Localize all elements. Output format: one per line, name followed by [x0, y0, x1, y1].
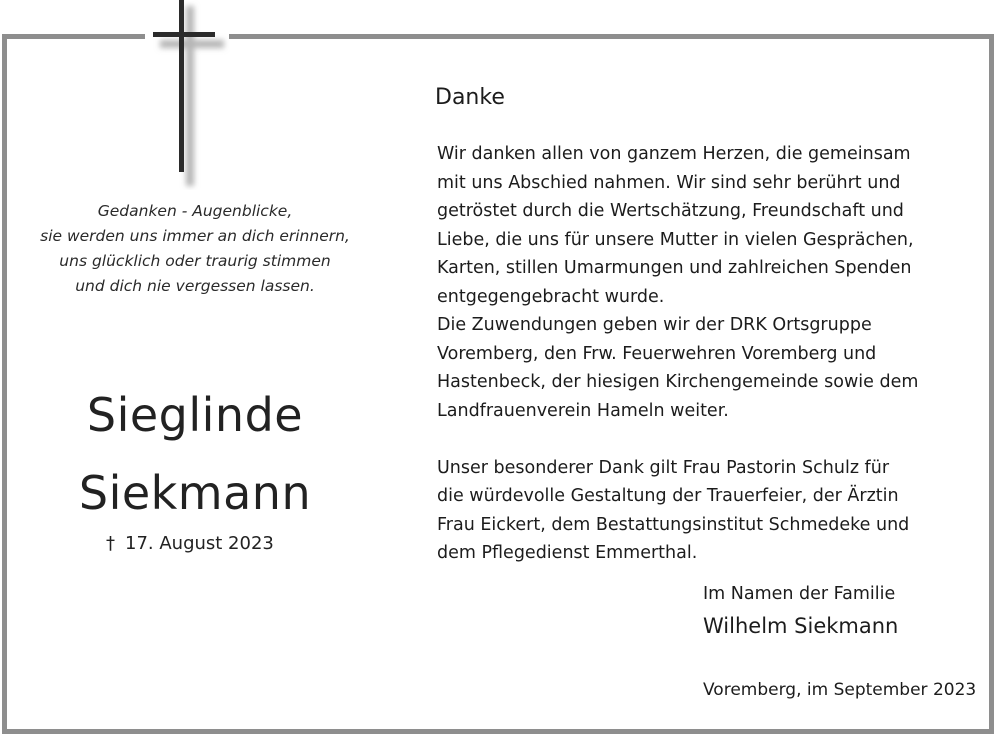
deceased-last-name: Siekmann [78, 466, 312, 520]
deceased-first-name: Sieglinde [86, 388, 304, 442]
death-date: 17. August 2023 [125, 533, 274, 554]
body-line: Landfrauenverein Hameln weiter. [437, 400, 729, 421]
body-line: Frau Eickert, dem Bestattungsinstitut Schmedeke und [437, 514, 910, 535]
place-and-date: Voremberg, im September 2023 [703, 680, 977, 700]
body-line: die würdevolle Gestaltung der Trauerfeier, der Ärztin [437, 486, 899, 506]
dagger-symbol: † [106, 533, 115, 554]
body-line: dem Pflegedienst Emmerthal. [437, 543, 698, 563]
body-line: entgegengebracht wurde. [437, 286, 665, 307]
body-line: Liebe, die uns für unsere Mutter in vielen Gesprächen, [437, 229, 914, 250]
quote-line: uns glücklich oder traurig stimmen [59, 252, 331, 270]
quote-line: sie werden uns immer an dich erinnern, [40, 227, 350, 245]
quote-line: Gedanken - Augenblicke, [97, 202, 293, 220]
body-line: Die Zuwendungen geben wir der DRK Ortsgruppe [437, 315, 872, 335]
paragraph-gap [437, 425, 977, 454]
body-line: Voremberg, den Frw. Feuerwehren Voremberg und [437, 343, 877, 364]
body-line: Unser besonderer Dank gilt Frau Pastorin Schulz für [437, 457, 890, 478]
letter-body [437, 140, 977, 568]
body-line: getröstet durch die Wertschätzung, Freundschaft und [437, 201, 904, 221]
quote-line: und dich nie vergessen lassen. [75, 277, 315, 295]
death-date-line [106, 531, 274, 557]
cross-icon [150, 0, 230, 190]
body-line: mit uns Abschied nahmen. Wir sind sehr berührt und [437, 172, 901, 193]
body-line: Hastenbeck, der hiesigen Kirchengemeinde sowie dem [437, 372, 919, 392]
body-line: Karten, stillen Umarmungen und zahlreichen Spenden [437, 258, 912, 278]
memorial-quote [20, 199, 370, 299]
signature-intro: Im Namen der Familie [703, 584, 896, 604]
deceased-name [20, 376, 370, 532]
letter-title: Danke [435, 85, 505, 110]
body-line: Wir danken allen von ganzem Herzen, die gemeinsam [437, 144, 911, 164]
signature-name: Wilhelm Siekmann [703, 614, 899, 638]
